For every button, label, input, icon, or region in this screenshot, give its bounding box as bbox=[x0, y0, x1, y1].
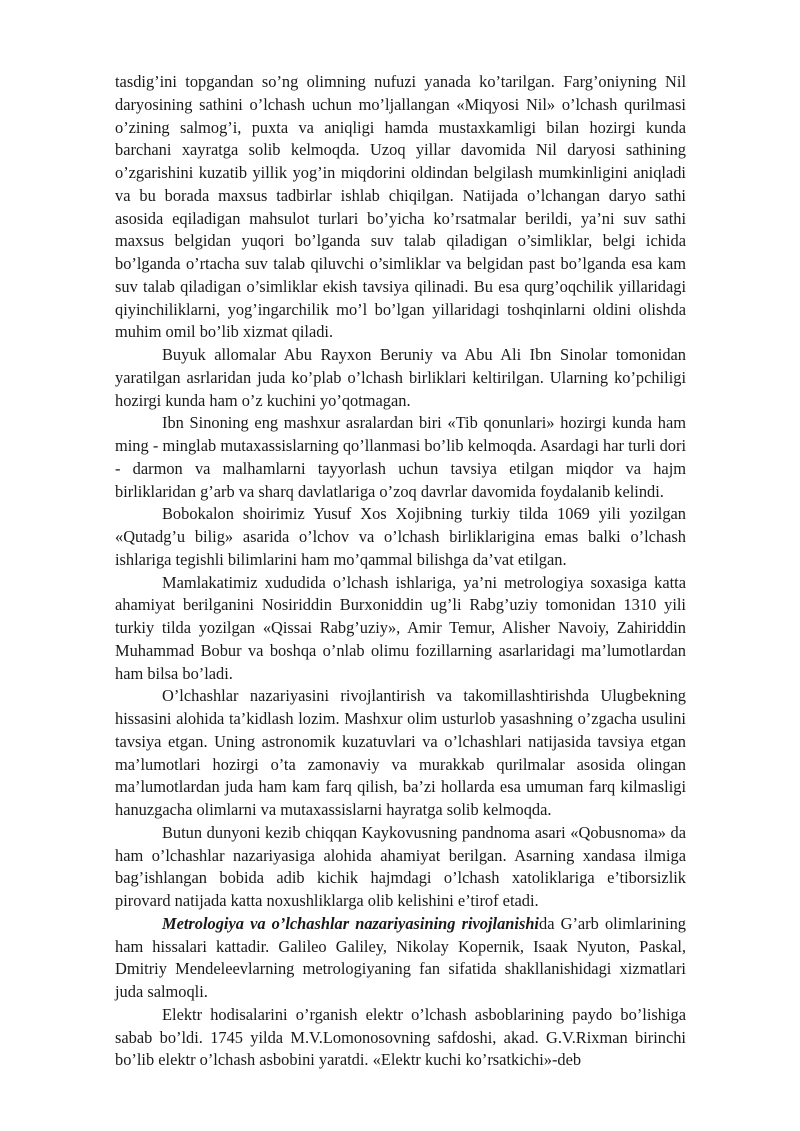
paragraph-qobusnoma: Butun dunyoni kezib chiqqan Kaykovusning pandnoma asari «Qobusnoma» da ham o’lchashlar nazariyasiga alohida ahamiyat berilgan. Asarning xandasa ilmiga bag’ishlangan bobida adib kichik hajmdagi o’lchash xatoliklariga e’tiborsizlik pirovard natijada katta noxushliklarga olib kelishini e’tirof etadi. bbox=[115, 822, 686, 910]
paragraph-tib-qonunlari: Ibn Sinoning eng mashxur asralardan biri «Tib qonunlari» hozirgi kunda ham ming - minglab mutaxassislarning qo’llanmasi bo’lib kelmoqda. Asardagi har turli dori - darmon va malhamlarni tayyorlash uchun tavsiya etilgan miqdor va hajm birliklaridan g’arb va sharq davlatlariga o’zoq davrlar davomida foydalanib kelindi. bbox=[115, 413, 686, 501]
emphasis-lead: Metrologiya va o’lchashlar nazariyasining rivojlanishi bbox=[162, 913, 539, 933]
paragraph-beruniy-ibn-sino: Buyuk allomalar Abu Rayxon Beruniy va Abu Ali Ibn Sinolar tomonidan yaratilgan asrlaridan juda ko’plab o’lchash birliklari keltirilgan. Ularning ko’pchiligi hozirgi kunda ham o’z kuchini yo’qotmagan. bbox=[115, 345, 686, 410]
paragraph-electric-instruments: Elektr hodisalarini o’rganish elektr o’lchash asboblarining paydo bo’lishiga sabab bo’ldi. 1745 yilda M.V.Lomonosovning safdoshi, akad. G.V.Rixman birinchi bo’lib elektr o’lchash asbobini yaratdi. «Elektr kuchi ko’rsatkichi»-deb bbox=[115, 1004, 686, 1070]
document-page bbox=[115, 71, 686, 1072]
paragraph-ulugbek: O’lchashlar nazariyasini rivojlantirish va takomillashtirishda Ulugbekning hissasini alohida ta’kidlash lozim. Mashxur olim usturlob yasashning o’zgacha usulini tavsiya etgan. Uning astronomik kuzatuvlari va o’lchashlari natijasida tavsiya etgan ma’lumotlari hozirgi o’ta zamonaviy va murakkab qurilmalar asosida olingan ma’lumotlardan juda ham kam farq qilish, ba’zi hollarda esa umuman farq kilmasligi hanuzgacha olimlarni va mutaxassislarni hayratga solib kelmoqda. bbox=[115, 686, 686, 819]
paragraph-metrology-history: Mamlakatimiz xududida o’lchash ishlariga, ya’ni metrologiya soxasiga katta ahamiyat berilganini Nosiriddin Burxoniddin ug’li Rabg’uziy tomonidan 1310 yili turkiy tilda yozilgan «Qissai Rabg’uziy», Amir Temur, Alisher Navoiy, Zahiriddin Muhammad Bobur va boshqa o’nlab olimu fozillarning asarlaridagi ma’lumotlardan ham bilsa bo’ladi. bbox=[115, 572, 686, 683]
paragraph-western-scientists bbox=[115, 913, 686, 1004]
paragraph-nil-measurement: tasdig’ini topgandan so’ng olimning nufuzi yanada ko’tarilgan. Farg’oniyning Nil daryosining sathini o’lchash uchun mo’ljallangan «Miqyosi Nil» o’lchash qurilmasi o’zining salmog’i, puxta va aniqligi hamda mustaxkamligi bilan hozirgi kunda barchani xayratga solib kelmoqda. Uzoq yillar davomida Nil daryosi sathining o’zgarishini kuzatib yillik yog’in miqdorini oldindan belgilash mumkinligini aniqladi va bu borada maxsus tadbirlar ishlab chiqilgan. Natijada o’lchangan daryo sathi asosida eqiladigan mahsulot turlari bo’yicha ko’rsatmalar berildi, ya’ni suv sathi maxsus belgidan yuqori bo’lganda suv talab qiladigan o’simliklar, belgi ichida bo’lganda o’rtacha suv talab qiluvchi o’simliklar va belgidan past bo’lganda esa kam suv talab qiladigan o’simliklar ekish tavsiya qilinadi. Bu esa qurg’oqchilik yillaridagi qiyinchiliklarni, yog’ingarchilik mo’l bo’lgan yillaridagi toshqinlarni oldini olishda muhim omil bo’lib xizmat qiladi. bbox=[115, 72, 686, 342]
paragraph-body: da G’arb olimlarining ham hissalari kattadir. Galileo Galiley, Nikolay Kopernik, Isaak Nyuton, Paskal, Dmitriy Mendeleevlarning metrologiyaning fan sifatida shakllanishidagi xizmatlari juda salmoqli. bbox=[115, 913, 686, 1001]
paragraph-qutadgu-bilig: Bobokalon shoirimiz Yusuf Xos Xojibning turkiy tilda 1069 yili yozilgan «Qutadg’u bilig» asarida o’lchov va o’lchash birliklarigina emas balki o’lchash ishlariga tegishli bilimlarini ham mo’qammal bilishga da’vat etilgan. bbox=[115, 504, 686, 569]
